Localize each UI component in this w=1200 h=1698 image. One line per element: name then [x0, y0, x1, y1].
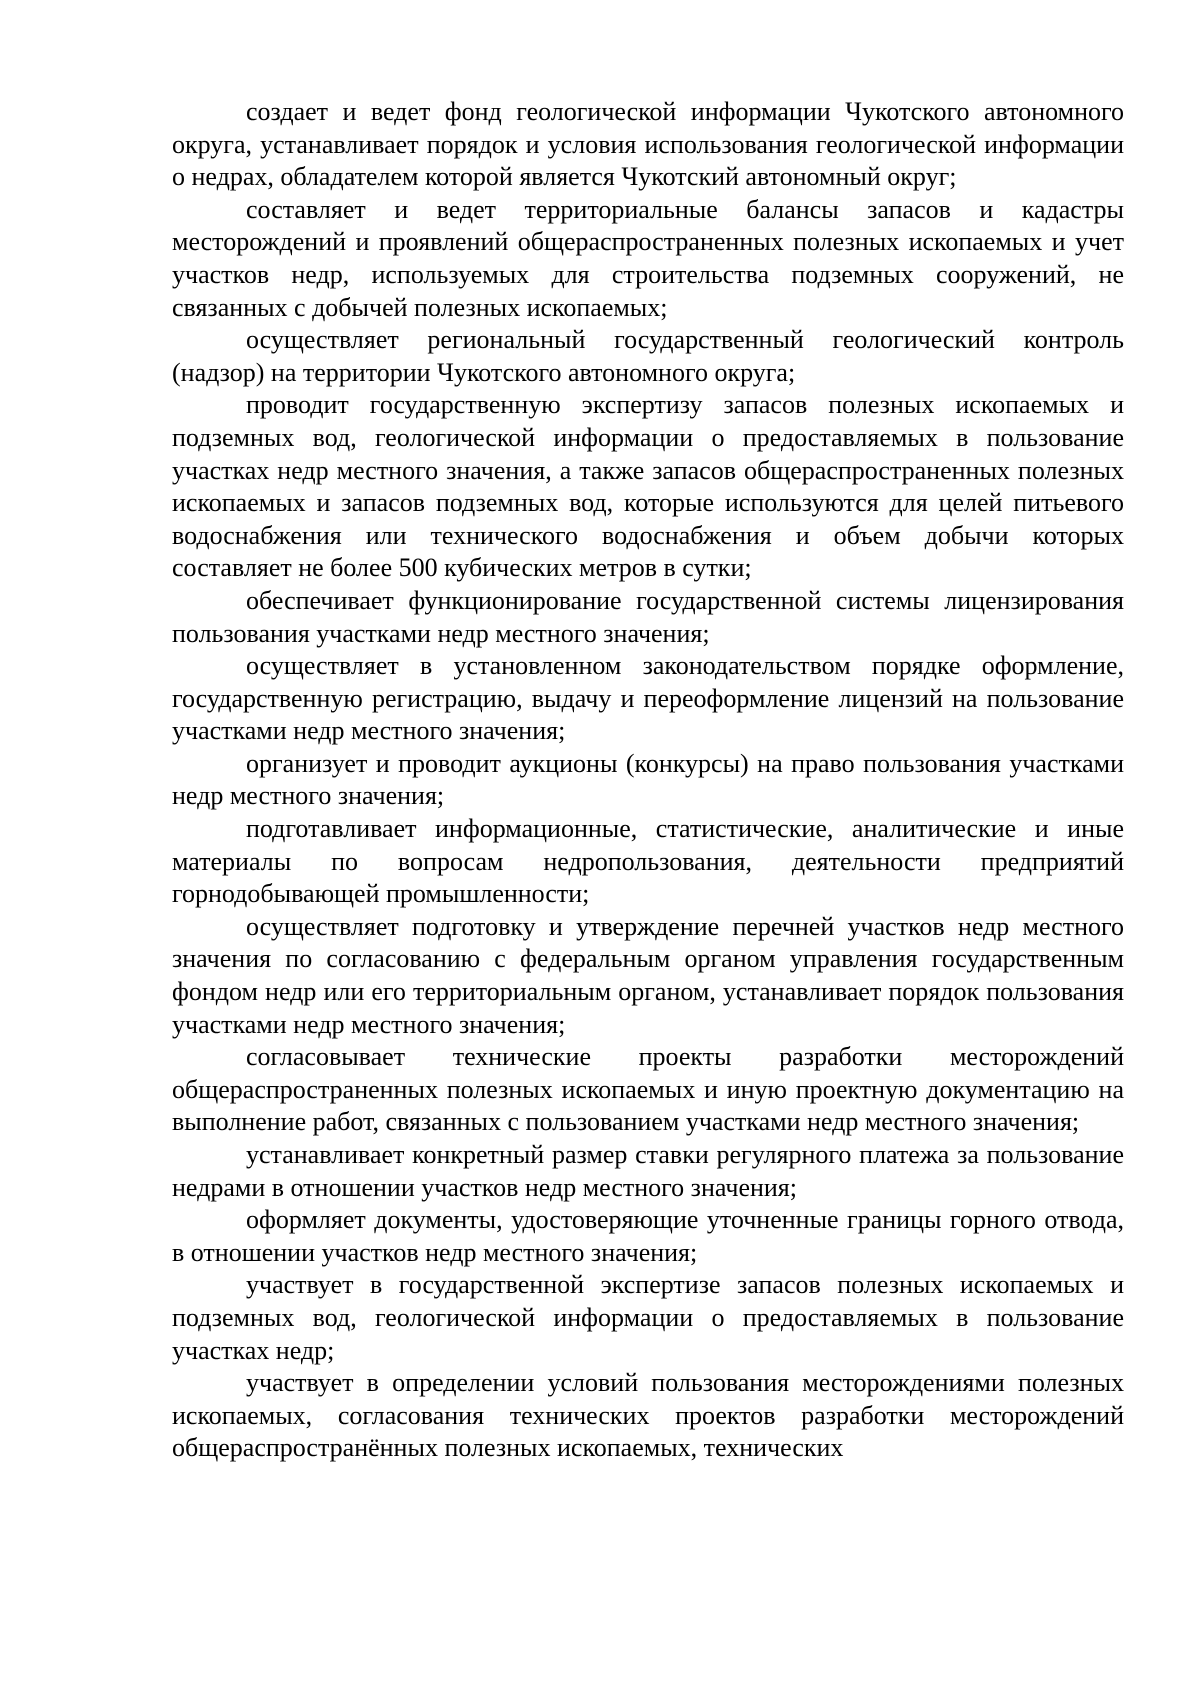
paragraph-project-approval: согласовывает технические проекты разработки месторождений общераспространенных полезных ископаемых и иную проектную документацию на выполнение работ, связанных с пользованием участками недр местного значения;	[172, 1042, 1124, 1137]
paragraph-territorial-balances: составляет и ведет территориальные балансы запасов и кадастры месторождений и проявлений общераспространенных полезных ископаемых и учет участков недр, используемых для строительства подземных сооружений, не связанных с добычей полезных ископаемых;	[172, 194, 1124, 322]
paragraph-analytical-materials: подготавливает информационные, статистические, аналитические и иные материалы по вопросам недропользования, деятельности предприятий горнодобывающей промышленности;	[172, 814, 1124, 909]
paragraph-licensing-system: обеспечивает функционирование государственной системы лицензирования пользования участками недр местного значения;	[172, 585, 1124, 648]
paragraph-usage-conditions: участвует в определении условий пользования месторождениями полезных ископаемых, согласования технических проектов разработки месторождений общераспространённых полезных ископаемых, технических	[172, 1368, 1124, 1463]
document-page	[172, 96, 1124, 1465]
paragraph-license-registration: осуществляет в установленном законодательством порядке оформление, государственную регистрацию, выдачу и переоформление лицензий на пользование участками недр местного значения;	[172, 651, 1124, 746]
paragraph-state-expertise: проводит государственную экспертизу запасов полезных ископаемых и подземных вод, геологической информации о предоставляемых в пользование участках недр местного значения, а также запасов общераспространенных полезных ископаемых и запасов подземных вод, которые используются для целей питьевого водоснабжения или технического водоснабжения и объем добычи которых составляет не более 500 кубических метров в сутки;	[172, 390, 1124, 583]
paragraph-mining-allotment: оформляет документы, удостоверяющие уточненные границы горного отвода, в отношении участков недр местного значения;	[172, 1205, 1124, 1267]
paragraph-payment-rate: устанавливает конкретный размер ставки регулярного платежа за пользование недрами в отношении участков недр местного значения;	[172, 1140, 1124, 1202]
paragraph-expertise-participation: участвует в государственной экспертизе запасов полезных ископаемых и подземных вод, геологической информации о предоставляемых в пользование участках недр;	[172, 1270, 1124, 1365]
paragraph-auctions: организует и проводит аукционы (конкурсы) на право пользования участками недр местного значения;	[172, 748, 1124, 811]
paragraph-site-lists: осуществляет подготовку и утверждение перечней участков недр местного значения по согласованию с федеральным органом управления государственным фондом недр или его территориальным органом, устанавливает порядок пользования участками недр местного значения;	[172, 911, 1124, 1039]
paragraph-geological-control: осуществляет региональный государственный геологический контроль (надзор) на территории Чукотского автономного округа;	[172, 325, 1124, 387]
paragraph-geo-info-fund: создает и ведет фонд геологической информации Чукотского автономного округа, устанавливает порядок и условия использования геологической информации о недрах, обладателем которой является Чукотский автономный округ;	[172, 97, 1124, 192]
